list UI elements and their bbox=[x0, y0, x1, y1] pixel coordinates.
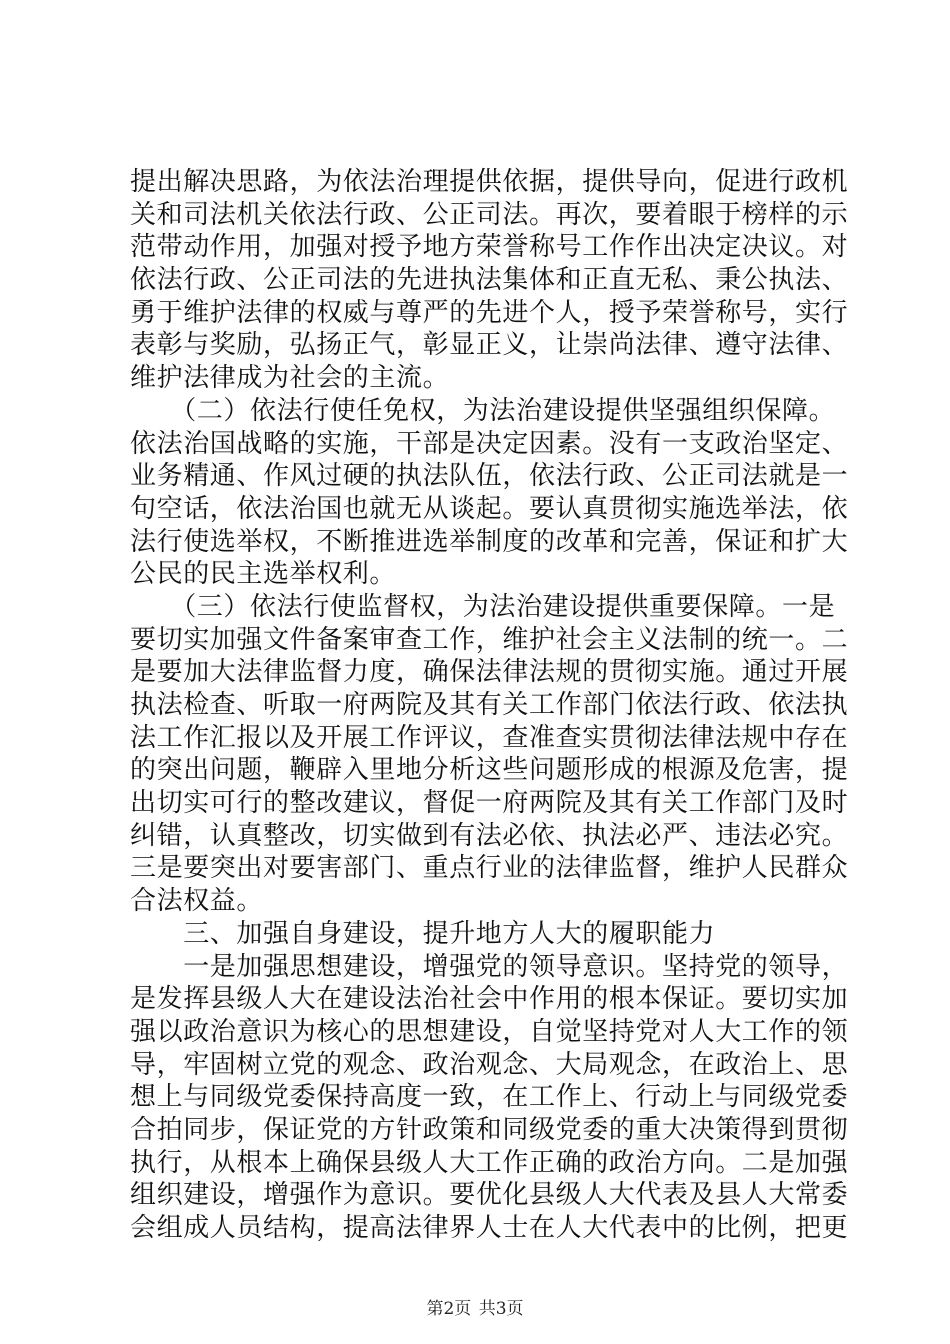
text-line: 纠错，认真整改，切实做到有法必依、执法必严、违法必究。 bbox=[130, 820, 849, 851]
text-line: 依法行政、公正司法的先进执法集体和正直无私、秉公执法、 bbox=[130, 265, 849, 296]
text-line: 是发挥县级人大在建设法治社会中作用的根本保证。要切实加 bbox=[130, 984, 849, 1015]
text-line: 要切实加强文件备案审查工作，维护社会主义法制的统一。二 bbox=[130, 624, 849, 655]
text-line: 想上与同级党委保持高度一致，在工作上、行动上与同级党委 bbox=[130, 1082, 849, 1113]
text-line: 法工作汇报以及开展工作评议，查准查实贯彻法律法规中存在 bbox=[130, 722, 849, 753]
text-line: 三是要突出对要害部门、重点行业的法律监督，维护人民群众 bbox=[130, 853, 849, 884]
text-line: 三、加强自身建设，提升地方人大的履职能力 bbox=[130, 918, 716, 949]
text-line: 句空话，依法治国也就无从谈起。要认真贯彻实施选举法，依 bbox=[130, 493, 849, 524]
text-line: 出切实可行的整改建议，督促一府两院及其有关工作部门及时 bbox=[130, 788, 849, 819]
text-line: 维护法律成为社会的主流。 bbox=[130, 363, 450, 394]
text-line: 是要加大法律监督力度，确保法律法规的贯彻实施。通过开展 bbox=[130, 657, 849, 688]
text-line: 法行使选举权，不断推进选举制度的改革和完善，保证和扩大 bbox=[130, 526, 849, 557]
text-line: 业务精通、作风过硬的执法队伍，依法行政、公正司法就是一 bbox=[130, 461, 849, 492]
text-line: 组织建设，增强作为意识。要优化县级人大代表及县人大常委 bbox=[130, 1180, 849, 1211]
text-line: 合法权益。 bbox=[130, 886, 264, 917]
text-line: 会组成人员结构，提高法律界人士在人大代表中的比例，把更 bbox=[130, 1213, 849, 1243]
text-line: 一是加强思想建设，增强党的领导意识。坚持党的领导， bbox=[130, 951, 849, 982]
text-line: 合拍同步，保证党的方针政策和同级党委的重大决策得到贯彻 bbox=[130, 1114, 849, 1145]
text-line: 强以政治意识为核心的思想建设，自觉坚持党对人大工作的领 bbox=[130, 1016, 849, 1047]
page-footer bbox=[0, 1298, 950, 1320]
text-line: 执法检查、听取一府两院及其有关工作部门依法行政、依法执 bbox=[130, 690, 849, 720]
document-body bbox=[130, 166, 849, 1245]
text-line: （二）依法行使任免权，为法治建设提供坚强组织保障。 bbox=[130, 395, 836, 426]
text-line: 勇于维护法律的权威与尊严的先进个人，授予荣誉称号，实行 bbox=[130, 297, 849, 328]
text-line: 提出解决思路，为依法治理提供依据，提供导向，促进行政机 bbox=[130, 167, 849, 197]
page-total: 共3页 bbox=[478, 1299, 524, 1319]
text-line: 公民的民主选举权利。 bbox=[130, 559, 397, 590]
text-line: 范带动作用，加强对授予地方荣誉称号工作作出决定决议。对 bbox=[130, 232, 849, 263]
text-line: （三）依法行使监督权，为法治建设提供重要保障。一是 bbox=[130, 591, 836, 622]
text-line: 的突出问题，鞭辟入里地分析这些问题形成的根源及危害，提 bbox=[130, 755, 849, 786]
page-number: 第2页 bbox=[426, 1299, 472, 1319]
text-line: 关和司法机关依法行政、公正司法。再次，要着眼于榜样的示 bbox=[130, 199, 849, 230]
text-line: 执行，从根本上确保县级人大工作正确的政治方向。二是加强 bbox=[130, 1147, 849, 1178]
text-line: 依法治国战略的实施，干部是决定因素。没有一支政治坚定、 bbox=[130, 428, 849, 459]
text-line: 表彰与奖励，弘扬正气，彰显正义，让崇尚法律、遵守法律、 bbox=[130, 330, 849, 361]
text-line: 导，牢固树立党的观念、政治观念、大局观念，在政治上、思 bbox=[130, 1049, 849, 1080]
